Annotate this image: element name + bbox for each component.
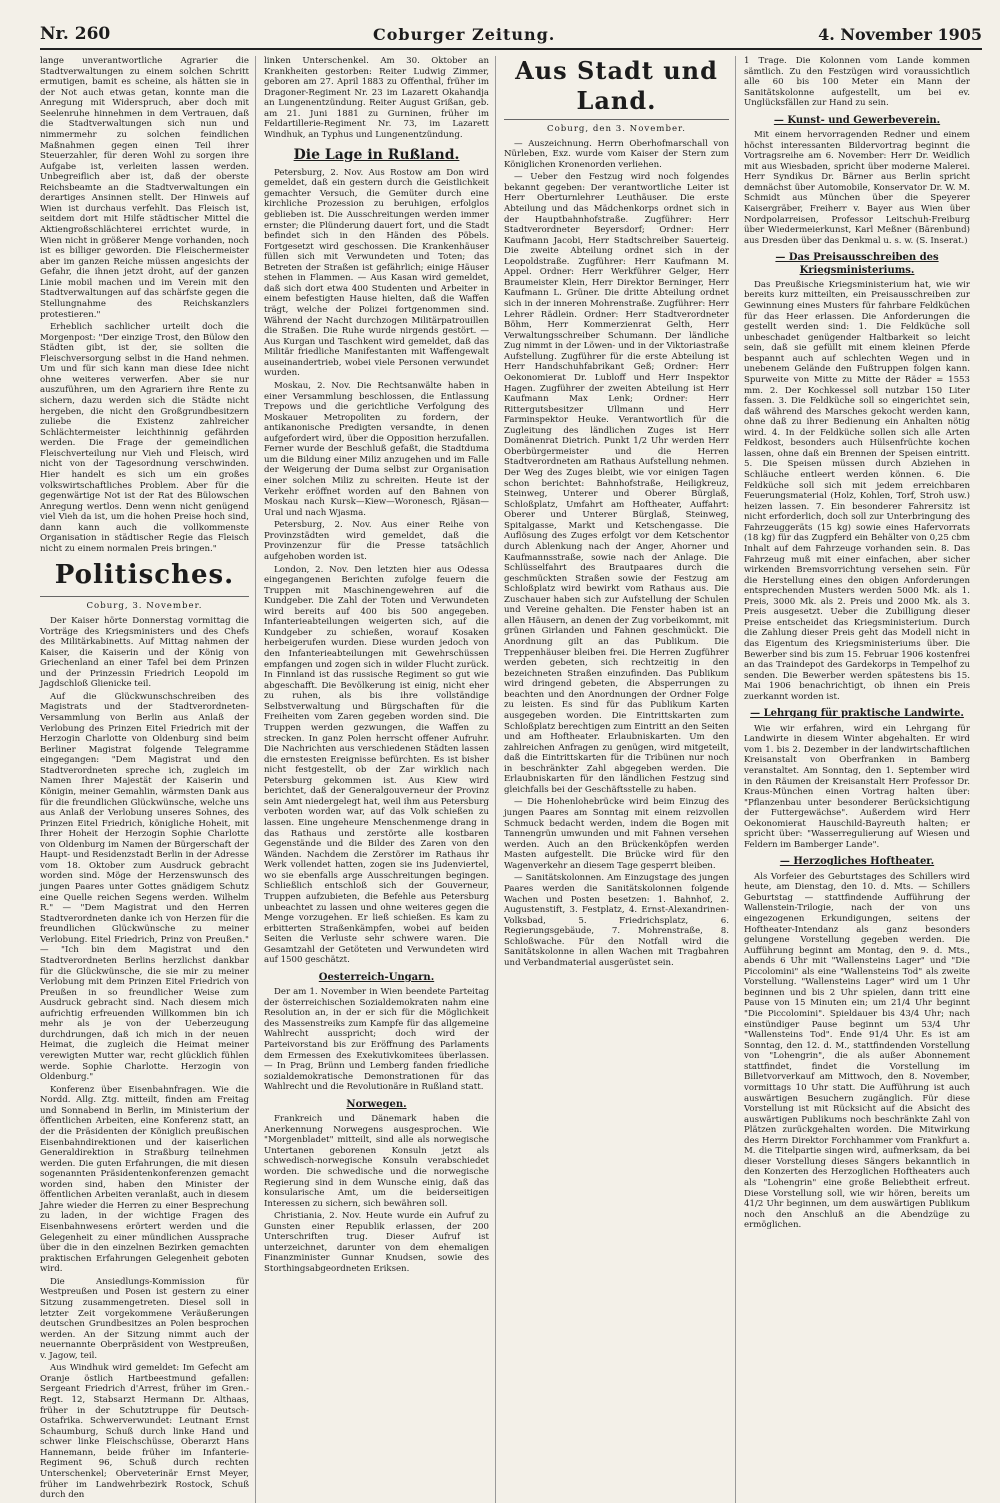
article-paragraph: Erheblich sachlicher urteilt doch die Morgenpost: "Der einzige Trost, den Bülow den Städten gibt, ist der, sie sollten die Fleischversorgung selbst in die Hand nehmen. Um und für sich kann man diese Idee nicht ohne weiteres verwerfen. Aber sie nur auszuführen, um den Agrariern ihre Rente zu sichern, dazu werden sich die Städte nicht hergeben, die nicht den Großgrundbesitzern zuliebe die Existenz zahlreicher Schlächtermeister leichthinnig gefährden werden. Die Frage der gemeindlichen Fleischverteilung nur Vieh und Fleisch, wird nicht von der Tagesordnung verschwinden. Hier handelt es sich um ein großes volkswirtschaftliches Problem. Aber für die gegenwärtige Not ist der Rat des Bülowschen Anregung wertlos. Denn wenn nicht genügend viel Vieh da ist, um die hohen Preise hoch sind, dann kann auch die vollkommenste Organisation in städtischer Regie das Fleisch nicht zu einem normalen Preis bringen." [40, 322, 249, 554]
section-heading-austria: Oesterreich-Ungarn. [318, 971, 435, 983]
article-paragraph: — Auszeichnung. Herrn Oberhofmarschall von Nürleben, Exz. wurde vom Kaiser der Stern zum Königlichen Kronenorden verliehen. [504, 138, 729, 170]
section-heading-local: Aus Stadt und Land. [504, 56, 729, 120]
article-paragraph: linken Unterschenkel. Am 30. Oktober an Krankheiten gestorben: Reiter Ludwig Zimmer, geboren am 27. April 1883 zu Offenthal, früher im Dragoner-Regiment Nr. 23 im Lazarett Okahandja an Lungenentzündung. Reiter August Grißan, geb. am 21. Juni 1881 zu Gurninen, früher im Feldartillerie-Regiment Nr. 73, im Lazarett Windhuk, an Typhus und Lungenentzündung. [264, 56, 489, 140]
article-paragraph: Der Kaiser hörte Donnerstag vormittag die Vorträge des Kriegsministers und des Chefs des Militärkabinetts. Auf Mittag nahmen der Kaiser, die Kaiserin und der König von Griechenland an einer Tafel bei dem Prinzen und der Prinzessin Friedrich Leopold im Jagdschloß Glienicke teil. [40, 615, 249, 690]
article-paragraph: — Sanitätskolonnen. Am Einzugstage des jungen Paares werden die Sanitätskolonnen folgende Wachen und Posten besetzen: 1. Bahnhof, 2. Augustenstift, 3. Festplatz, 4. Ernst-Alexandrinen-Volksbad, 5. Friedrichsplatz, 6. Regierungsgebäude, 7. Mohrenstraße, 8. Schloßwache. Für den Notfall wird die Sanitätskolonne in allen Wachen mit Tragbahren und Verbandmaterial ausgerüstet sein. [504, 873, 729, 968]
section-heading-russia: Die Lage in Rußland. [293, 146, 460, 163]
article-paragraph: 1 Trage. Die Kolonnen vom Lande kommen sämtlich. Zu den Festzügen wird voraussichtlich alle 60 bis 100 Meter ein Mann der Sanitätskolonne aufgestellt, um bei ev. Unglücksfällen zur Hand zu sein. [744, 56, 970, 109]
subheading-farming-course: — Lehrgang für praktische Landwirte. [750, 708, 964, 720]
subheading-prize-competition: — Das Preisausschreiben des Kriegsministeriums. [775, 252, 939, 276]
article-paragraph: Christiania, 2. Nov. Heute wurde ein Aufruf zu Gunsten einer Republik erlassen, der 200 Unterschriften trug. Dieser Aufruf ist unterzeichnet, darunter von dem ehemaligen Finanzminister Gunnar Knudsen, sowie des Storthingsabgeordneten Eriksen. [264, 1211, 489, 1274]
article-paragraph: Konferenz über Eisenbahnfragen. Wie die Nordd. Allg. Ztg. mitteilt, finden am Freitag und Sonnabend in Berlin, im Ministerium der öffentlichen Arbeiten, eine Konferenz statt, an der die Präsidenten der Königlich preußischen Eisenbahndirektionen und der kaiserlichen Generaldirektion in Straßburg teilnehmen werden. Die guten Erfahrungen, die mit diesen sogenannten Präsidentenkonferenzen gemacht worden sind, haben den Minister der öffentlichen Arbeiten veranlaßt, auch in diesem Jahre wieder die Herren zu einer Besprechung zu laden, in der wichtige Fragen des Eisenbahnwesens erörtert werden und die Gelegenheit zu einer mündlichen Aussprache über die in den einzelnen Bezirken gemachten praktischen Erfahrungen Gelegenheit geboten wird. [40, 1084, 249, 1275]
article-paragraph: Der am 1. November in Wien beendete Parteitag der österreichischen Sozialdemokraten nahm eine Resolution an, in der er sich für die Möglichkeit des Massenstreiks zum Kampfe für das allgemeine Wahlrecht ausspricht; doch wird der Parteivorstand bis zur Eröffnung des Parlaments dem Ermessen des Exekutivkomitees überlassen. — In Prag, Brünn und Lemberg fanden friedliche sozialdemokratische Demonstrationen für das Wahlrecht und die Revolutionäre in Rußland statt. [264, 987, 489, 1093]
column-1 [40, 56, 256, 1503]
article-paragraph: Petersburg, 2. Nov. Aus einer Reihe von Provinzstädten wird gemeldet, daß die Provinzenzur für die Presse tatsächlich aufgehoben worden ist. [264, 520, 489, 562]
column-4 [744, 56, 976, 1503]
article-paragraph: Frankreich und Dänemark haben die Anerkennung Norwegens ausgesprochen. Wie "Morgenbladet" mitteilt, sind alle als norwegische Untertanen geborenen Konsuln jetzt als schwedisch-norwegische Konsuln verabschiedet worden. Die schwedische und die norwegische Regierung sind in dem Wunsche einig, daß das konsularische Amt, um die beiderseitigen Interessen zu sichern, sich bewähren soll. [264, 1114, 489, 1209]
dateline: Coburg, 3. November. [86, 601, 203, 612]
article-paragraph: lange unverantwortliche Agrarier die Stadtverwaltungen zu einem solchen Schritt ermutigen, bamit es scheine, als hätten sie in der Not auch etwas getan, konnte man die Anregung mit Widerspruch, aber doch mit Seelenruhe hinnehmen in dem Vertrauen, daß die Stadtverwaltungen sich nun und nimmermehr zu solchen feindlichen Maßnahmen gegen einen Teil ihrer Steuerzahler, für deren Wohl zu sorgen ihre Aufgabe ist, verleiten lassen werden. Unbegreiflich aber ist, daß der oberste Reichsbeamte an die Stadtverwaltungen ein derartiges Ansinnen stellt. Der Hinweis auf Wien ist durchaus verfehlt. Das Fleisch ist, seitdem dort mit Hilfe städtischer Mittel die Aktiengroßschlächterei errichtet wurde, in Wien nicht in größerer Menge vorhanden, noch ist es billiger geworden. Die Fleischermeister aber im ganzen Reiche müssen angesichts der Gefahr, die ihnen jetzt droht, auf der ganzen Linie mobil machen und im Verein mit den Stadtverwaltungen auf das schärfste gegen die Stellungnahme des Reichskanzlers protestieren." [40, 56, 249, 320]
dateline: Coburg, den 3. November. [547, 124, 686, 135]
column-3 [504, 56, 736, 1503]
section-heading-norway: Norwegen. [346, 1098, 407, 1110]
article-paragraph: Aus Windhuk wird gemeldet: Im Gefecht am Oranje östlich Hartbeestmund gefallen: Sergeant Friedrich d'Arrest, früher im Gren.-Regt. 12, Stabsarzt Hermann Dr. Althaas, früher in der Schutztruppe für Deutsch-Ostafrika. Schwerverwundet: Leutnant Ernst Schaumburg, Schuß durch linke Hand und schwer linke Fleischschüsse, Oberarzt Hans Hannemann, beide früher im Infanterie-Regiment 96, Schuß durch rechten Unterschenkel; Oberveterinär Ernst Meyer, früher im Landwehrbezirk Rostock, Schuß durch den [40, 1363, 249, 1501]
article-paragraph: Die Ansiedlungs-Kommission für Westpreußen und Posen ist gestern zu einer Sitzung zusammengetreten. Diesel soll in letzter Zeit vorgekommene Veräußerungen deutschen Grundbesitzes an Polen besprochen werden. An der Sitzung nimmt auch der neuernannte Oberpräsident von Westpreußen, v. Jagow, teil. [40, 1276, 249, 1361]
section-heading-politics: Politisches. [40, 560, 249, 597]
article-paragraph: — Ueber den Festzug wird noch folgendes bekannt gegeben: Der verantwortliche Leiter ist Herr Oberturnlehrer Leuthäuser. Die erste Abteilung und das Mädchenkorps ordnet sich in der Hauptbahnhofstraße. Zugführer: Herr Stadtverordneter Beyersdorf; Ordner: Herr Kaufmann Jacobi, Herr Stadtschreiber Sauerteig. Die zweite Abteilung ordnet sich in der Leopoldstraße. Zugführer: Herr Kaufmann M. Appel. Ordner: Herr Werkführer Gelger, Herr Braumeister Klein, Herr Direktor Berninger, Herr Kaufmann L. Grüner. Die dritte Abteilung ordnet sich in der inneren Mohrenstraße. Zugführer: Herr Lehrer Rädlein. Ordner: Herr Stadtverordneter Böhm, Herr Kommerzienrat Gelth, Herr Verwaltungsschreiber Schumann. Der ländliche Zug nimmt in der Löwen- und in der Viktoriastraße Aufstellung. Zugführer für die erste Abteilung ist Herr Handschuhfabrikant Geß; Ordner: Herr Oekonomierat Dr. Lubloff und Herr Inspektor Hagen. Zugführer der zweiten Abteilung ist Herr Kaufmann Max Lenk; Ordner: Herr Rittergutsbesitzer Ullmann und Herr Farminspektor Heuke. Verantwortlich für die Zugleitung des ländlichen Zuges ist Herr Domänenrat Dietrich. Punkt 1/2 Uhr werden Herr Oberbürgermeister und die Herren Stadtverordneten am Rathaus Aufstellung nehmen. Der Weg des Zuges bleibt, wie vor einigen Tagen schon berichtet: Bahnhofstraße, Heiligkreuz, Steinweg, Unterer und Oberer Bürglaß, Schloßplatz, Umfahrt am Hoftheater, Auffahrt: Oberer und Unterer Bürglaß, Steinweg, Spitalgasse, Markt und Ketschengasse. Die Auflösung des Zuges erfolgt vor dem Ketschentor durch Ablenkung nach der Anger, Ahorner und Kaufmannsstraße, sowie nach der Anlage. Die Schlüsselfahrt des Brautpaares durch die geschmückten Straßen sowie der Festzug am Schloßplatz wird bewirkt vom Rathaus aus. Die Zuschauer haben sich zur Aufstellung der Schulen und Vereine gehalten. Die Fenster haben ist an allen Häusern, an denen der Zug vorbeikommt, mit grünen Girlanden und Fahnen geschmückt. Die Anordnung gilt an das Publikum. Die Treppenhäuser bleiben frei. Die Herren Zugführer werden gebeten, sich rechtzeitig in den bezeichneten Straßen einzufinden. Das Publikum wird dringend gebeten, die Absperrungen zu beachten und den Anordnungen der Ordner Folge zu leisten. Es sind für das Publikum Karten ausgegeben worden. Die Eintrittskarten zum Schloßplatz berechtigen zum Eintritt an den Seiten und am Hoftheater. Erlaubniskarten. Um den zahlreichen Anfragen zu genügen, wird mitgeteilt, daß die Eintrittskarten für die Tribünen nur noch in beschränkter Zahl abgegeben werden. Die Erlaubniskarten für den ländlichen Festzug sind gleichfalls bei der Geschäftsstelle zu haben. [504, 172, 729, 795]
subheading-art-society: — Kunst- und Gewerbeverein. [773, 114, 941, 126]
article-paragraph: Mit einem hervorragenden Redner und einem höchst interessanten Bildervortrag beginnt die Vortragsreihe am 6. November: Herr Dr. Weidlich mit aus Wiesbaden, spricht über moderne Malerei. Herr Syndikus Dr. Bärner aus Berlin spricht demnächst über Automobile, Konservator Dr. W. M. Schmidt aus München über die Speyerer Kaisergräber, Freiherr v. Bayer aus Wien über Nordpolarreisen, Professor Leitschuh-Freiburg über Wiedermeierkunst, Karl Meßner (Bärenbund) aus Dresden über das Denkmal u. s. w. (S. Inserat.) [744, 130, 970, 246]
article-paragraph: Als Vorfeier des Geburtstages des Schillers wird heute, am Dienstag, den 10. d. Mts. — Schillers Geburtstag — stattfindende Aufführung der Wallenstein-Trilogie, nach der von uns eingezogenen Erkundigungen, seitens der Hoftheater-Intendanz als ganz besonders gelungene Vorstellung gegeben werden. Die Aufführung beginnt am Montag, den 9. d. Mts., abends 6 Uhr mit "Wallensteins Lager" und "Die Piccolomini" als eine "Wallensteins Tod" als zweite Vorstellung. "Wallensteins Lager" wird um 1 Uhr beginnen und bis 2 Uhr spielen, dann tritt eine Pause von 15 Minuten ein; um 21/4 Uhr beginnt "Die Piccolomini". Spieldauer bis 43/4 Uhr; nach einstündiger Pause beginnt um 53/4 Uhr "Wallensteins Tod". Ende 91/4 Uhr. Es ist am Sonntag, den 12. d. M., stattfindenden Vorstellung von "Lohengrin", die als außer Abonnement stattfindet, findet die Vorstellung im Billetvorverkauf am Mittwoch, den 8. November, vormittags 10 Uhr statt. Die Aufführung ist auch auswärtigen Besuchern zugänglich. Für diese Vorstellung ist mit Rücksicht auf die Absicht des auswärtigen Publikums noch beschränkte Zahl von Plätzen zurückgehalten worden. Die Mitwirkung des Herrn Direktor Forchhammer vom Frankfurt a. M. die Titelpartie singen wird, aufmerksam, da bei dieser Vorstellung dieses Sängers bekanntlich in den Konzerten des Herzoglichen Hoftheaters auch als "Lohengrin" eine große Beliebtheit erfreut. Diese Vorstellung soll, wie wir hören, bereits um 41/2 Uhr beginnen, um dem auswärtigen Publikum noch den Anschluß an die Abendzüge zu ermöglichen. [744, 871, 970, 1231]
article-columns [40, 56, 982, 1501]
article-paragraph: London, 2. Nov. Den letzten hier aus Odessa eingegangenen Berichten zufolge feuern die Truppen mit Maschinengewehren auf die Kundgeber. Die Zahl der Toten und Verwundeten wird bereits auf 400 bis 500 angegeben. Infanterieabteilungen weigerten sich, auf die Kundgeber zu schießen, worauf Kosaken herbeigerufen wurden. Diese wurden jedoch von den Infanterieabteilungen mit Gewehrschüssen empfangen und zogen sich in wilder Flucht zurück. In Finnland ist das russische Regiment so gut wie abgeschafft. Die Bevölkerung ist einig, nicht eher zu ruhen, als bis ihre vollständige Selbstverwaltung und Bürgschaften für die Freiheiten vom Zaren gegeben worden sind. Die Truppen werden gezwungen, die Waffen zu strecken. In ganz Polen herrscht offener Aufruhr. Die Nachrichten aus verschiedenen Städten lassen die ernstesten Ereignisse befürchten. Es ist bisher nicht festgestellt, ob der Zar wirklich nach Petersburg gekommen ist. Aus Kiew wird berichtet, daß der Generalgouverneur der Provinz sein Amt niedergelegt hat, weil ihm aus Petersburg verboten worden war, auf das Volk schießen zu lassen. Eine ungeheure Menschenmenge drang in das Rathaus und zerstörte alle kostbaren Gegenstände und die Bilder des Zaren von den Wänden. Nachdem die Zerstörer im Rathaus ihr Werk vollendet hatten, zogen sie ins Judenviertel, wo sie ebenfalls arge Ausschreitungen begingen. Schließlich entschloß sich der Gouverneur, Truppen aufzubieten, die Befehle aus Petersburg unbeachtet zu lassen und ohne weiteres gegen die Menge vorzugehen. Er ließ schießen. Es kam zu erbitterten Straßenkämpfen, wobei auf beiden Seiten die Verluste sehr schwere waren. Die Gesamtzahl der Getöteten und Verwundeten wird auf 1500 geschätzt. [264, 564, 489, 966]
article-paragraph: — Die Hohenlohebrücke wird beim Einzug des jungen Paares am Sonntag mit einem reizvollen Schmuck bedacht werden, indem die Bogen mit Tannengrün umwunden und mit Fahnen versehen werden. Auch an den Brückenköpfen werden Masten aufgestellt. Die Brücke wird für den Wagenverkehr an diesem Tage gesperrt bleiben. [504, 797, 729, 871]
masthead [40, 14, 982, 50]
subheading-court-theater: — Herzogliches Hoftheater. [779, 856, 935, 868]
article-paragraph: Wie wir erfahren, wird ein Lehrgang für Landwirte in diesem Winter abgehalten. Er wird vom 1. bis 2. Dezember in der landwirtschaftlichen Kreisanstalt von Oberfranken in Bamberg veranstaltet. Am Sonntag, den 1. September wird in den Räumen der Kreisanstalt Herr Professor Dr. Kraus-München einen Vortrag halten über: "Pflanzenbau unter besonderer Berücksichtigung der Futtergewächse". Außerdem wird Herr Oekonomierat Hauschild-Bayreuth halten; er spricht über: "Wasserregulierung auf Wiesen und Feldern im Bamberger Lande". [744, 723, 970, 850]
article-paragraph: Petersburg, 2. Nov. Aus Rostow am Don wird gemeldet, daß ein gestern durch die Geistlichkeit gemachter Versuch, die Gemüter durch eine kirchliche Prozession zu beruhigen, erfolglos geblieben ist. Die Ausschreitungen werden immer ernster; die Plünderung dauert fort, und die Stadt befindet sich in den Händen des Pöbels. Fortgesetzt wird geschossen. Die Krankenhäuser füllen sich mit Verwundeten und Toten; das Betreten der Straßen ist gefährlich; einige Häuser stehen in Flammen. — Aus Kasan wird gemeldet, daß sich dort etwa 400 Studenten und Arbeiter in einem befestigten Hause hielten, daß die Waffen trägt, welche der Polizei fortgenommen sind. Während der Nacht durchzogen Militärpatrouillen die Straßen. Die Ruhe wurde nirgends gestört. — Aus Kurgan und Taschkent wird gemeldet, daß das Militär friedliche Manifestanten mit Waffengewalt auseinandertrieb, wobei viele Personen verwundet wurden. [264, 167, 489, 379]
article-paragraph: Auf die Glückwunschschreiben des Magistrats und der Stadtverordneten-Versammlung von Berlin aus Anlaß der Verlobung des Prinzen Eitel Friedrich mit der Herzogin Charlotte von Oldenburg sind beim Berliner Magistrat folgende Telegramme eingegangen: "Dem Magistrat und den Stadtverordneten spreche ich, zugleich im Namen Ihrer Majestät der Kaiserin und Königin, meiner Gemahlin, wärmsten Dank aus für die freundlichen Glückwünsche, welche uns aus Anlaß der Verlobung unseres Sohnes, des Prinzen Eitel Friedrich, königliche Hoheit, mit Ihrer Hoheit der Herzogin Sophie Charlotte von Oldenburg im Namen der Bürgerschaft der Haupt- und Residenzstadt Berlin in der Adresse vom 18. Oktober zum Ausdruck gebracht worden sind. Möge der Herzenswunsch des jungen Paares unter Gottes gnädigem Schutz eine Quelle reichen Segens werden. Wilhelm R." — "Dem Magistrat und den Herren Stadtverordneten danke ich von Herzen für die freundlichen Glückwünsche zu meiner Verlobung. Eitel Friedrich, Prinz von Preußen." — "Ich bin dem Magistrat und den Stadtverordneten Berlins herzlichst dankbar für die Glückwünsche, die sie mir zu meiner Verlobung mit dem Prinzen Eitel Friedrich von Preußen in so freundlicher Weise zum Ausdruck gebracht sind. Nach diesem mich aufrichtig erfreuenden Willkommen bin ich mehr als je von der Ueberzeugung durchdrungen, daß ich mich in der neuen Heimat, die zugleich die Heimat meiner verewigten Mutter war, recht glücklich fühlen werde. Sophie Charlotte. Herzogin von Oldenburg." [40, 691, 249, 1083]
issue-number: Nr. 260 [40, 24, 111, 44]
article-paragraph: Moskau, 2. Nov. Die Rechtsanwälte haben in einer Versammlung beschlossen, die Entlassung Trepows und die gerichtliche Verfolgung des Moskauer Metropoliten zu fordern, der antikanonische Predigten versandte, in denen aufgefordert wird, über die Opposition herzufallen. Ferner wurde der Beschluß gefaßt, die Stadtduma um die Bildung einer Miliz anzugehen und im Falle der Weigerung der Duma selbst zur Organisation einer solchen Miliz zu schreiten. Heute ist der Verkehr eröffnet worden auf den Bahnen von Moskau nach Kursk—Kiew—Woronesch, Rjäsan—Ural und nach Wjasma. [264, 380, 489, 518]
column-2 [264, 56, 496, 1503]
issue-date: 4. November 1905 [818, 25, 982, 44]
article-paragraph: Das Preußische Kriegsministerium hat, wie wir bereits kurz mitteilten, ein Preisausschreiben zur Gewinnung eines Musters für fahrbare Feldküchen für das Heer erlassen. Die Anforderungen die gestellt werden sind: 1. Die Feldküche soll unbeschadet genügender Haltbarkeit so leicht sein, daß sie gefüllt mit einem kleinen Pferde bespannt auch auf schlechten Wegen und in unebenem Gelände den Fußtruppen folgen kann. Spurweite von Mitte zu Mitte der Räder = 1553 mm. 2. Der Kochkessel soll nutzbar 150 Liter fassen. 3. Die Feldküche soll so eingerichtet sein, daß während des Marsches gekocht werden kann, ohne daß zu ihrer Bedienung ein Anhalten nötig wird. 4. In der Feldküche sollen sich alle Arten Feldkost, besonders auch Hülsenfrüchte kochen lassen, ohne daß ein Brennen der Speisen eintritt. 5. Die Speisen müssen durch Abziehen in Schläuche entleert werden können. 6. Die Feldküche soll sich mit jedem erreichbaren Feuerungsmaterial (Holz, Kohlen, Torf, Stroh usw.) heizen lassen. 7. Ein besonderer Fahrersitz ist nicht erforderlich, doch soll zur Unterbringung des Fahrzeuggeräts (15 kg) sowie eines Hafervorrats (18 kg) für das Zugpferd ein Behälter von 0,25 cbm Inhalt auf dem Fahrzeuge vorhanden sein. 8. Das Fahrzeug muß mit einer einfachen, aber sicher wirkenden Bremsvorrichtung versehen sein. Für die Herstellung eines den obigen Anforderungen entsprechenden Musters werden 5000 Mk. als 1. Preis, 3000 Mk. als 2. Preis und 2000 Mk. als 3. Preis ausgesetzt. Ueber die Zubilligung dieser Preise entscheidet das Kriegsministerium. Durch die Zahlung dieser Preis geht das Modell nicht in das Eigentum des Kriegsministeriums über. Die Bewerber sind bis zum 15. Februar 1906 kostenfrei an das Traindepot des Gardekorps in Tempelhof zu senden. Die Bewerber werden spätestens bis 15. Mai 1906 benachrichtigt, ob ihnen ein Preis zuerkannt worden ist. [744, 279, 970, 702]
newspaper-title: Coburger Zeitung. [373, 25, 556, 44]
